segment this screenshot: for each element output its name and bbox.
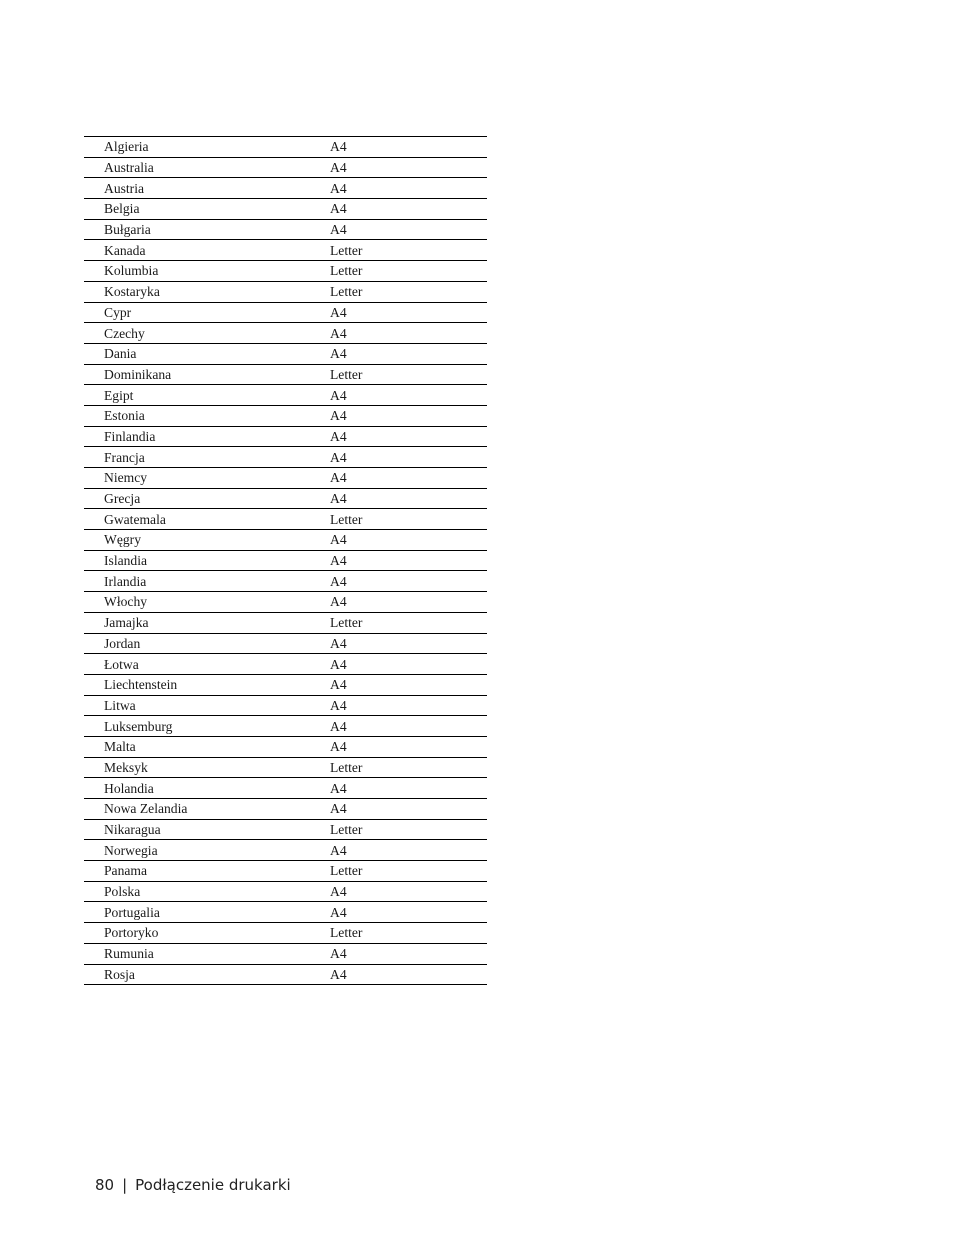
table-row — [84, 530, 487, 551]
paper-size-cell: A4 — [330, 488, 487, 509]
paper-size-cell: Letter — [330, 509, 487, 530]
table-row — [84, 592, 487, 613]
paper-size-cell: A4 — [330, 199, 487, 220]
country-cell: Meksyk — [84, 757, 330, 778]
table-row — [84, 240, 487, 261]
table-row — [84, 261, 487, 282]
table-row — [84, 654, 487, 675]
paper-size-cell: A4 — [330, 654, 487, 675]
country-cell: Portugalia — [84, 902, 330, 923]
table-row — [84, 964, 487, 985]
country-cell: Nikaragua — [84, 819, 330, 840]
paper-size-cell: A4 — [330, 550, 487, 571]
paper-size-cell: A4 — [330, 592, 487, 613]
paper-size-cell: Letter — [330, 240, 487, 261]
table-row — [84, 178, 487, 199]
table-row — [84, 385, 487, 406]
country-cell: Litwa — [84, 695, 330, 716]
country-cell: Malta — [84, 736, 330, 757]
country-cell: Niemcy — [84, 468, 330, 489]
paper-size-cell: A4 — [330, 799, 487, 820]
country-cell: Finlandia — [84, 426, 330, 447]
table-body — [84, 137, 487, 985]
paper-size-cell: A4 — [330, 964, 487, 985]
table-row — [84, 799, 487, 820]
table-row — [84, 199, 487, 220]
paper-size-cell: Letter — [330, 281, 487, 302]
country-cell: Kostaryka — [84, 281, 330, 302]
table-row — [84, 137, 487, 158]
table-row — [84, 405, 487, 426]
country-cell: Luksemburg — [84, 716, 330, 737]
country-cell: Francja — [84, 447, 330, 468]
table-row — [84, 757, 487, 778]
paper-size-cell: A4 — [330, 468, 487, 489]
paper-size-cell: Letter — [330, 861, 487, 882]
table-row — [84, 861, 487, 882]
country-cell: Norwegia — [84, 840, 330, 861]
table-row — [84, 343, 487, 364]
country-cell: Dominikana — [84, 364, 330, 385]
paper-size-cell: A4 — [330, 736, 487, 757]
paper-size-table — [84, 136, 487, 985]
country-cell: Liechtenstein — [84, 674, 330, 695]
table-row — [84, 695, 487, 716]
table-row — [84, 468, 487, 489]
paper-size-cell: Letter — [330, 612, 487, 633]
footer-separator: | — [122, 1176, 128, 1194]
table-row — [84, 550, 487, 571]
country-cell: Algieria — [84, 137, 330, 158]
paper-size-cell: A4 — [330, 695, 487, 716]
paper-size-cell: A4 — [330, 426, 487, 447]
table-row — [84, 674, 487, 695]
table-row — [84, 902, 487, 923]
country-cell: Gwatemala — [84, 509, 330, 530]
country-cell: Jamajka — [84, 612, 330, 633]
paper-size-cell: A4 — [330, 157, 487, 178]
table-row — [84, 881, 487, 902]
country-cell: Kanada — [84, 240, 330, 261]
country-cell: Holandia — [84, 778, 330, 799]
country-cell: Belgia — [84, 199, 330, 220]
country-cell: Panama — [84, 861, 330, 882]
table-row — [84, 219, 487, 240]
paper-size-cell: A4 — [330, 137, 487, 158]
paper-size-cell: Letter — [330, 819, 487, 840]
table-row — [84, 819, 487, 840]
country-cell: Islandia — [84, 550, 330, 571]
country-cell: Czechy — [84, 323, 330, 344]
paper-size-table-container — [84, 136, 487, 985]
country-cell: Węgry — [84, 530, 330, 551]
paper-size-cell: A4 — [330, 943, 487, 964]
paper-size-cell: A4 — [330, 902, 487, 923]
table-row — [84, 509, 487, 530]
table-row — [84, 364, 487, 385]
country-cell: Egipt — [84, 385, 330, 406]
table-row — [84, 736, 487, 757]
table-row — [84, 157, 487, 178]
paper-size-cell: A4 — [330, 571, 487, 592]
page-number: 80 — [95, 1176, 115, 1194]
page-footer — [95, 1176, 291, 1194]
section-title: Podłączenie drukarki — [135, 1176, 291, 1194]
paper-size-cell: A4 — [330, 405, 487, 426]
country-cell: Polska — [84, 881, 330, 902]
table-row — [84, 612, 487, 633]
paper-size-cell: A4 — [330, 530, 487, 551]
paper-size-cell: Letter — [330, 757, 487, 778]
table-row — [84, 571, 487, 592]
country-cell: Kolumbia — [84, 261, 330, 282]
paper-size-cell: A4 — [330, 674, 487, 695]
paper-size-cell: A4 — [330, 219, 487, 240]
table-row — [84, 778, 487, 799]
table-row — [84, 923, 487, 944]
country-cell: Rumunia — [84, 943, 330, 964]
paper-size-cell: A4 — [330, 302, 487, 323]
country-cell: Bułgaria — [84, 219, 330, 240]
country-cell: Nowa Zelandia — [84, 799, 330, 820]
country-cell: Portoryko — [84, 923, 330, 944]
country-cell: Dania — [84, 343, 330, 364]
paper-size-cell: A4 — [330, 447, 487, 468]
paper-size-cell: A4 — [330, 343, 487, 364]
country-cell: Rosja — [84, 964, 330, 985]
table-row — [84, 323, 487, 344]
table-row — [84, 633, 487, 654]
paper-size-cell: A4 — [330, 881, 487, 902]
country-cell: Włochy — [84, 592, 330, 613]
table-row — [84, 426, 487, 447]
paper-size-cell: Letter — [330, 261, 487, 282]
paper-size-cell: A4 — [330, 716, 487, 737]
table-row — [84, 447, 487, 468]
country-cell: Cypr — [84, 302, 330, 323]
paper-size-cell: A4 — [330, 385, 487, 406]
table-row — [84, 281, 487, 302]
paper-size-cell: A4 — [330, 323, 487, 344]
paper-size-cell: A4 — [330, 178, 487, 199]
country-cell: Grecja — [84, 488, 330, 509]
paper-size-cell: A4 — [330, 633, 487, 654]
country-cell: Estonia — [84, 405, 330, 426]
paper-size-cell: A4 — [330, 840, 487, 861]
country-cell: Jordan — [84, 633, 330, 654]
paper-size-cell: A4 — [330, 778, 487, 799]
table-row — [84, 716, 487, 737]
country-cell: Austria — [84, 178, 330, 199]
table-row — [84, 840, 487, 861]
country-cell: Australia — [84, 157, 330, 178]
table-row — [84, 943, 487, 964]
country-cell: Irlandia — [84, 571, 330, 592]
table-row — [84, 488, 487, 509]
country-cell: Łotwa — [84, 654, 330, 675]
table-row — [84, 302, 487, 323]
paper-size-cell: Letter — [330, 364, 487, 385]
paper-size-cell: Letter — [330, 923, 487, 944]
